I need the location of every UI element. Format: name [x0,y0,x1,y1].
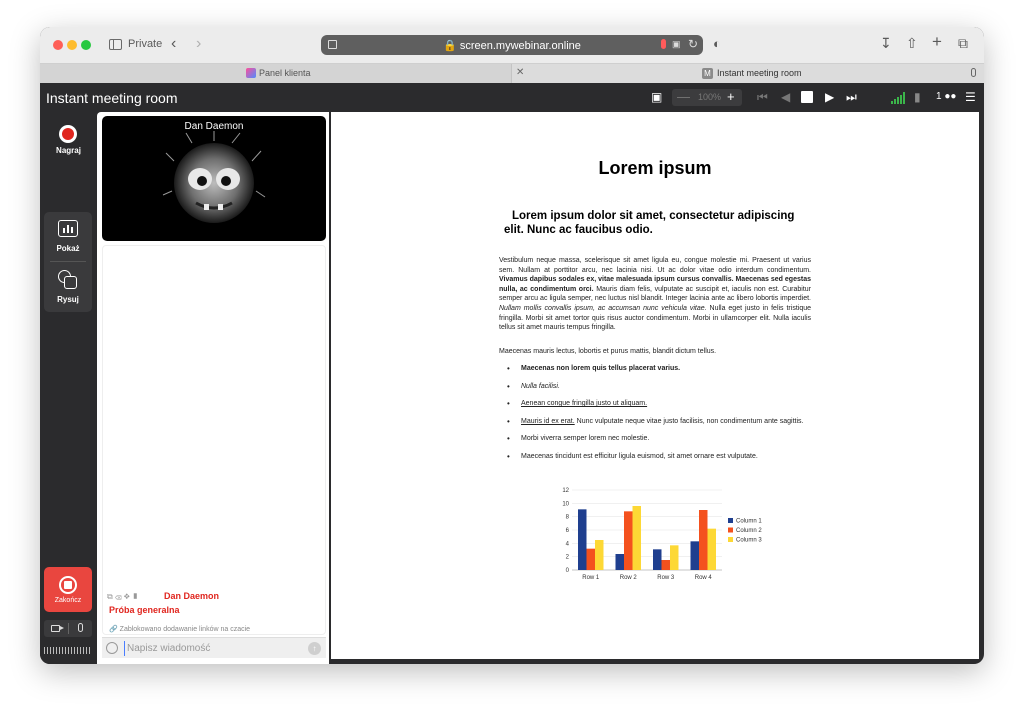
x-tick-label: Row 4 [694,575,712,581]
record-label: Nagraj [56,146,81,155]
share-icon[interactable]: ⇧ [906,35,918,51]
paragraph-italic-text: Nullam mollis convallis ipsum, ac accumsan nunc vehicula vitae. [499,304,707,312]
draw-label[interactable]: Rysuj [57,295,79,304]
x-tick-label: Row 2 [619,575,637,581]
chart-bar [691,541,700,570]
close-tab-icon[interactable]: ✕ [516,67,525,78]
participants-count[interactable] [936,91,956,102]
chart-bar [595,540,604,570]
record-button[interactable] [59,125,77,143]
tool-rail [40,112,97,664]
chart-bar [616,554,625,570]
panel-favicon-icon [246,68,256,78]
document-paragraph [499,256,811,333]
connection-signal-icon [891,92,907,104]
delete-icon[interactable]: ⌫ [114,592,122,601]
sidebar-toggle-icon[interactable] [109,39,122,50]
list-item [507,452,811,462]
y-tick-label: 0 [565,568,569,574]
message-author: Dan Daemon [164,591,220,601]
previous-page-icon[interactable]: ◀ [781,90,791,104]
chat-info-text: Zablokowano dodawanie linków na czacie [119,626,251,633]
reload-icon[interactable]: ↻ [688,37,699,51]
list-item-text: Maecenas tincidunt est efficitur ligula euismod, sit amet ornare est vulputate. [521,452,758,460]
bar-chart [556,485,766,590]
list-item-text: Nunc vulputate neque vitae justo facilisis, non condimentum ante sagittis. [574,417,804,425]
list-item-text: Morbi viverra semper lorem nec molestie. [521,435,650,442]
y-tick-label: 6 [565,528,569,534]
x-tick-label: Row 1 [582,575,600,581]
end-label: Zakończ [54,597,82,604]
show-presentation-icon[interactable] [58,220,78,237]
list-item-text: Nulla facilisi. [521,382,560,390]
next-page-icon[interactable]: ▶ [825,90,835,104]
tab-bar [40,63,984,83]
list-item [507,399,811,409]
chat-messages[interactable] [102,245,326,635]
legend-swatch [728,528,733,533]
document-paragraph: Maecenas mauris lectus, lobortis et purus mattis, blandit dictum tellus. [499,348,717,355]
stop-circle-icon [59,576,77,594]
close-window-button[interactable] [53,40,63,50]
presentation-document[interactable] [331,112,979,659]
chart-bar [578,509,587,570]
address-bar[interactable] [321,35,703,55]
y-tick-label: 12 [562,488,569,494]
paragraph-text: Mauris diam felis, vulputate ac suscipit et, iaculis non est. Curabitur semper arcu ac ligula semper, nec luctus nisl blandit. Integer lacinia ante ac libero lobortis imperdiet. [499,285,811,303]
people-icon: ●● [944,91,957,102]
tab-overview-icon[interactable]: ⧉ [958,35,968,51]
browser-toolbar [40,27,984,63]
legend-swatch [728,518,733,523]
zoom-level: 100% [698,92,722,102]
fullscreen-window-button[interactable] [81,40,91,50]
browser-window [40,27,984,664]
list-item-text: Mauris id ex erat. [521,417,575,425]
zoom-in-button[interactable]: + [727,89,735,104]
chart-bar [633,506,642,570]
y-tick-label: 10 [562,501,569,508]
camera-icon[interactable] [51,625,60,632]
paragraph-text: Vestibulum neque massa, scelerisque sit amet ligula eu, congue molestie mi. Praesent ut varius sem. Nullam at porttitor arcu, nec lacinia nisi. Ut ac dolor vitae odio interdum condimentum. [499,257,811,274]
presentation-tools [44,212,92,312]
chart-bar [670,545,679,570]
paragraph-bold-text: Vivamus dapibus sodales ex, vitae malesuada ipsum cursus convallis. Maecenas sed egestas nulla, ac condimentum orci. [499,276,811,293]
message-actions [107,592,138,602]
x-tick-label: Row 3 [657,575,675,581]
app-header [40,84,984,112]
minimize-window-button[interactable] [67,40,77,50]
audio-level-meter [44,647,92,654]
list-item [507,434,811,444]
legend-label: Column 3 [736,537,762,544]
chart-bar [653,549,662,570]
media-controls [44,620,92,637]
image-icon[interactable]: ▣ [651,90,663,104]
participant-name: Dan Daemon [184,121,244,132]
chat-links-blocked-info: 🔗 Zablokowano dodawanie linków na czacie [109,626,251,633]
chart-bar [699,510,708,570]
bookmark-icon[interactable]: ▮ [914,90,921,104]
end-meeting-button[interactable] [44,567,92,612]
legend-label: Column 2 [736,528,762,534]
y-tick-label: 8 [565,514,569,521]
microphone-icon[interactable] [78,623,83,632]
show-label[interactable]: Pokaż [56,244,80,253]
url-value: screen.mywebinar.online [459,40,581,52]
legend-swatch [728,537,733,542]
pin-icon[interactable]: ❖ [123,592,130,601]
tab-mic-icon[interactable] [971,68,976,77]
emoji-icon[interactable] [106,642,118,654]
url-text[interactable]: 🔒 screen.mywebinar.online [443,40,581,52]
stop-icon[interactable] [801,91,813,103]
send-button[interactable]: ↑ [308,642,321,655]
document-list [507,364,811,469]
back-icon[interactable]: ‹ [171,35,177,52]
document-title: Lorem ipsum [598,158,712,178]
copy-icon[interactable]: ⧉ [107,592,113,601]
last-page-icon[interactable]: ⏭ [846,90,857,104]
privacy-shield-icon[interactable]: ◐ [713,36,721,51]
translate-icon[interactable]: ▣ [672,39,681,49]
chart-bar [624,511,633,570]
avatar [162,131,266,231]
draw-shape-icon[interactable] [64,276,77,289]
message-text: Próba generalna [109,605,180,615]
document-subtitle: Lorem ipsum dolor sit amet, consectetur adipiscing elit. Nunc ac faucibus odio. [504,210,795,236]
zoom-control [672,89,742,106]
first-page-icon[interactable]: ⏮ [757,90,768,104]
divider [68,623,69,634]
list-item-text: Aenean congue fringilla justo ut aliquam. [521,400,648,407]
list-item [507,417,811,427]
chart-bar [708,529,717,570]
list-item [507,382,811,392]
list-item-text: Maecenas non lorem quis tellus placerat varius. [521,365,681,372]
list-item [507,364,811,374]
chat-input[interactable] [124,641,299,656]
y-tick-label: 2 [565,554,569,561]
side-panel [97,112,329,664]
downloads-icon[interactable]: ↧ [880,35,892,51]
tab-panel-klienta[interactable] [40,64,512,83]
zoom-out-button[interactable]: — [677,89,690,104]
private-label: Private [128,38,163,50]
tab-instant-meeting-room[interactable]: Instant meeting room [717,68,802,78]
legend-label: Column 1 [736,518,762,525]
room-title: Instant meeting room [46,90,178,106]
menu-icon[interactable]: ☰ [965,90,976,104]
y-tick-label: 4 [565,541,569,548]
chart-bar [587,549,596,570]
meeting-favicon-icon: M [702,68,713,79]
divider [50,261,86,262]
paragraph-text: Nulla eget justo in felis tristique fringilla. Morbi sit amet tortor quis risus auctor condimentum. Morbi in ullamcorper elit. Nulla iaculis tellus sit amet mauris tempus fringilla. [499,304,812,332]
video-tile[interactable] [102,116,326,241]
tab-label: Panel klienta [259,68,311,78]
new-tab-icon[interactable]: + [932,32,942,51]
forward-icon[interactable]: › [196,35,202,52]
chat-composer [102,637,326,658]
recording-mic-icon[interactable] [661,39,666,49]
chart-bar [662,560,671,570]
participants-number: 1 [936,91,942,102]
bookmark-icon[interactable]: ▮ [132,592,139,601]
